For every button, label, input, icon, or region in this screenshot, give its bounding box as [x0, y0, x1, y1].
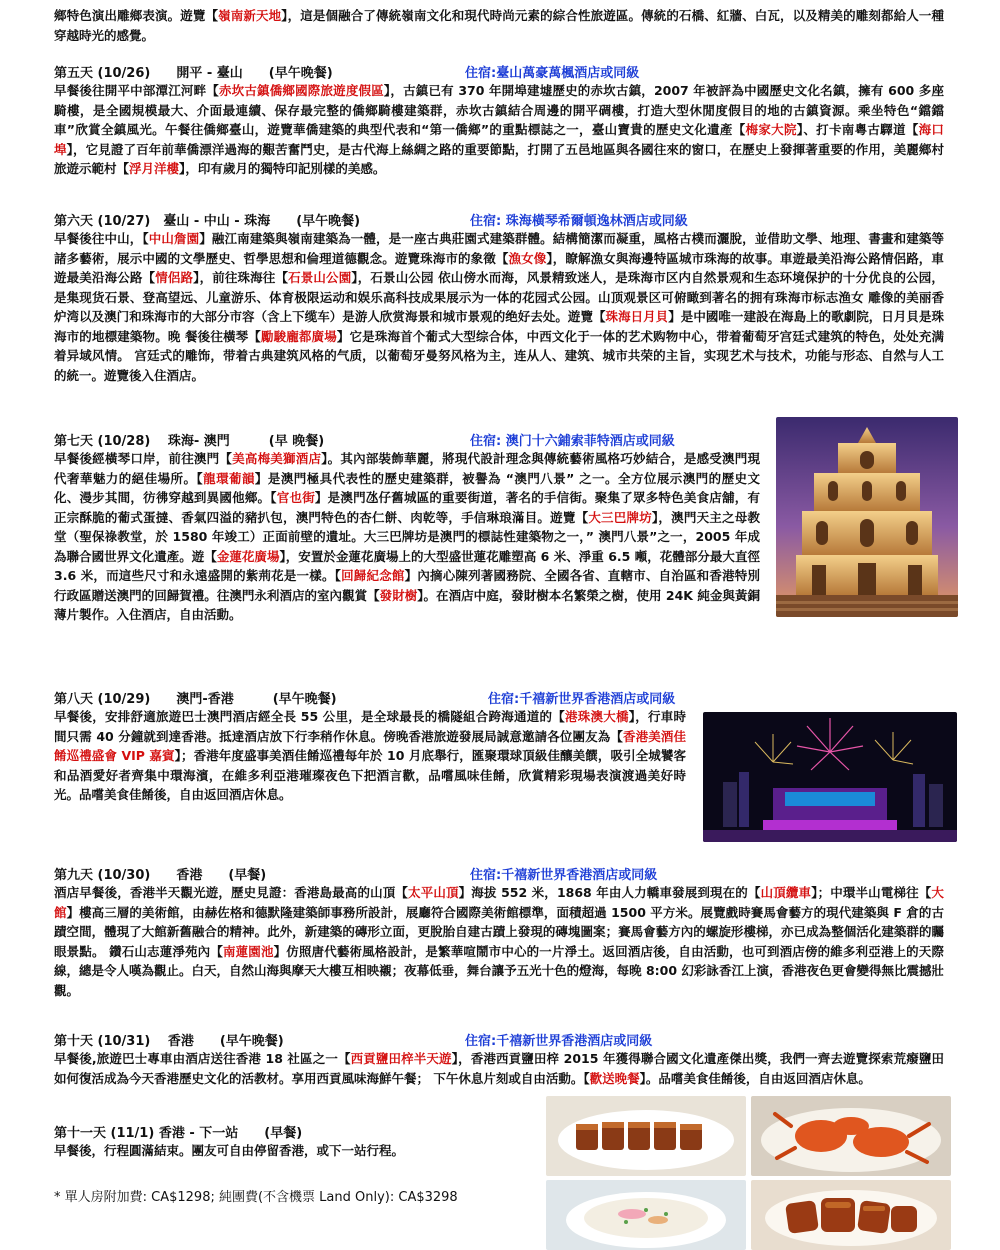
paragraph-text: 早餐後往中山，	[54, 231, 143, 246]
highlight-lingnan: 嶺南新天地	[218, 8, 282, 23]
paragraph-text: ，行車時間只需 40 分鐘就到達香港。抵達酒店放下行李稍作休息。傍晚香港旅遊發展局誠意邀請各位團友為	[54, 709, 686, 744]
paragraph-text: 早餐後,旅遊巴士專車由酒店送往香港 18 社區之一	[54, 1051, 338, 1066]
highlight-attraction: 官也街	[276, 490, 315, 505]
paragraph-text: 是中國唯一建設在海島上的歌劇院，日月貝是珠海市的地標建築物。晚 餐後往橫琴	[54, 309, 944, 344]
highlight-attraction: 中山詹園	[148, 231, 200, 246]
day9-hotel: 住宿:千禧新世界香港酒店或同級	[470, 868, 658, 883]
highlight-attraction: 珠海日月貝	[605, 309, 669, 324]
highlight-attraction: 龍環葡韻	[203, 470, 255, 486]
highlight-attraction: 赤坎古鎮僑鄉國際旅遊度假區	[218, 83, 384, 98]
highlight-attraction: 大三巴牌坊	[588, 509, 652, 525]
highlight-attraction: 港珠澳大橋	[564, 709, 629, 724]
highlight-attraction: 山頂纜車	[760, 885, 812, 900]
highlight-attraction: 漁女像	[508, 250, 547, 266]
paragraph-text: ，印有歲月的獨特印記別樣的美感。	[185, 161, 386, 176]
paragraph-text: 早餐後，行程圓滿結束。團友可自由停留香港，或下一站行程。	[54, 1143, 405, 1158]
price-note: * 單人房附加費: CA$1298; 純團費(不含機票 Land Only): CA$3298	[54, 1190, 458, 1205]
paragraph-text: 。其內部裝飾華麗，將現代設計理念與傳統藝術風格巧妙結合，是感受澳門現代奢華魅力的絕佳場所。	[54, 451, 760, 486]
roast-pork-photo	[751, 1180, 951, 1250]
highlight-attraction: 南蓮園池	[222, 943, 274, 959]
day6-header: 第六天 (10/27) 臺山 - 中山 - 珠海 (早午晚餐)	[54, 214, 361, 229]
day7-hotel: 住宿: 澳门十六鋪索菲特酒店或同級	[470, 434, 675, 449]
day6-paragraph: 早餐後往中山，【中山詹園】融江南建築與嶺南建築為一體，是一座古典莊園式建築群體。結構簡潔而凝重，風格古樸而灑脫，並借助文學、地理、書畫和建築等諸多藝術，展示中國的文學歷史、哲學思想和倫理道德觀念。遊覽珠海市的象徵【漁女像】，瞭解漁女與海邊特區城市珠海的故事。車遊最美沿海公路情侶路，車遊最美沿海公路【情侶路】，前往珠海往【石景山公園】，石景山公园 依山傍水而海，风景精致迷人，是珠海市区内自然景观和生态环境保护的十分优良的公园，是集现货石景、登高望远、儿童游乐、体育极限运动和娱乐高科技成果展示为一体的花园式公园。山顶观景区可俯瞰到著名的拥有珠海市标志渔女 雕像的美丽香炉湾以及澳门和珠海市的大部分市容（含上下缆车）是游人欣赏海景和城市景观的绝好去处。遊覽【珠海日月貝】是中國唯一建設在海島上的歌劇院，日月貝是珠海市的地標建築物。晚 餐後往橫琴【勵駿龐都廣場】它是珠海首个葡式大型综合体，中西文化于一体的艺术购物中心，带着葡萄牙宫廷式建筑的特色，处处充满着异域风情。 宫廷式的雕饰，带着古典建筑风格的气质，以葡萄牙曼努风格为主，连从人、建筑、城市共荣的主旨，实现艺术与技术，功能与形态、自然与人工的統一。遊覽後入住酒店。	[54, 231, 944, 383]
paragraph-text: 海拔 552 米，1868 年由人力轎車發展到現在的	[471, 885, 748, 900]
day7-header: 第七天 (10/28) 珠海- 澳門 (早 晚餐)	[54, 434, 325, 449]
paragraph-text: 早餐後往開平中部潭江河畔	[54, 83, 207, 98]
day7-paragraph: 早餐後經橫琴口岸，前往澳門【美高梅美獅酒店】。其內部裝飾華麗，將現代設計理念與傳統藝術風格巧妙結合，是感受澳門現代奢華魅力的絕佳場所。【龍環葡韻】是澳門極具代表性的歷史建築群，被譽為 “澳門八景” 之一。全方位展示澳門的歷史文化、漫步其間，彷彿穿越到異國他鄉。【官也街】是澳門氹仔舊城區的重要街道，著名的手信街。聚集了眾多特色美食店舖，有正宗酥脆的葡式蛋撻、香氣四溢的豬扒包，澳門特色的杏仁餅、肉乾等，手信琳琅滿目。遊覽【大三巴牌坊】，澳門天主之母教堂（聖保祿教堂，於 1580 年竣工）正面前壁的遺址。大三巴牌坊是澳門的標誌性建築物之一，” 澳門八景”之一，2005 年成為聯合國世界文化遺產。遊【金蓮花廣場】，安置於金蓮花廣場上的大型盛世蓮花雕塑高 6 米、淨重 6.5 噸，花體部分最大直徑 3.6 米，而這些尺寸和永遠盛開的紫荊花是一樣。【回歸紀念館】內摘心陳列著國務院、全國各省、直轄市、自治區和香港特別行政區贈送澳門的回歸賀禮。往澳門永利酒店的室內觀賞【發財樹】。在酒店中庭，發財樹本名繁榮之樹，使用 24K 純金與黃銅薄片製作。入住酒店，自由活動。	[54, 451, 760, 622]
day10-paragraph: 早餐後,旅遊巴士專車由酒店送往香港 18 社區之一【西貢鹽田梓半天遊】，香港西貢鹽田梓 2015 年獲得聯合國文化遺產傑出獎，我們一齊去遊覽探索荒癈鹽田如何復活成為今天香港歷史文化的活教材。享用西貢風味海鮮午餐； 下午休息片刻或自由活動。【歡送晚餐】。品嚐美食佳餚後，自由返回酒店休息。	[54, 1051, 944, 1086]
paragraph-text: 早餐後經橫琴口岸，前往澳門	[54, 451, 220, 466]
day9-header: 第九天 (10/30) 香港 (早餐)	[54, 868, 267, 883]
roast-goose-photo	[546, 1096, 746, 1176]
highlight-attraction: 勵駿龐都廣場	[260, 328, 337, 344]
wine-dine-festival-photo	[703, 712, 957, 842]
paragraph-text: 、打卡南粵古驛道	[803, 122, 906, 137]
day10-header: 第十天 (10/31) 香港 (早午晚餐)	[54, 1034, 284, 1049]
paragraph-text: 融江南建築與嶺南建築為一體，是一座古典莊園式建築群體。結構簡潔而凝重，風格古樸而灑脫，並借助文學、地理、書畫和建築等諸多藝術，展示中國的文學歷史、哲學思想和倫理道德觀念。遊覽珠海市的象徵	[54, 231, 944, 266]
roast-pork-illustration	[751, 1180, 951, 1250]
paragraph-text: 是澳門氹仔舊城區的重要街道，著名的手信街。聚集了眾多特色美食店舖，有正宗酥脆的葡式蛋撻、香氣四溢的豬扒包，澳門特色的杏仁餅、肉乾等，手信琳琅滿目。遊覽	[54, 490, 760, 525]
day9-paragraph: 酒店早餐後，香港半天觀光遊，歷史見證：香港島最高的山頂【太平山頂】海拔 552 米，1868 年由人力轎車發展到現在的【山頂纜車】；中環半山電梯往【大館】樓高三層的美術館，由赫佐格和德默隆建築師事務所設計，展廳符合國際美術館標準，面積超過 1500 平方米。展覽戲時賽馬會藝方的現代建築與 F 倉的古蹟空間，體現了大館新舊融合的精神。此外，新建築的磚形立面，更脫胎自建古蹟上發現的磚塊圖案；賽馬會藝方內的螺旋形樓梯，亦已成為整個活化建築群的矚眼景點。 鑽石山志蓮淨苑內【南蓮園池】仿照唐代藝術風格設計，是繁華喧鬧市中心的一片淨土。返回酒店後，自由活動，也可到酒店傍的維多利亞港上的天際線，總是令人嘆為觀止。白天，自然山海與摩天大樓互相映襯；夜幕低垂，舞台讓予五光十色的燈海，每晚 8:00 幻彩詠香江上演，香港夜色更會變得無比震撼壯觀。	[54, 885, 944, 998]
intro-paragraph: 鄉特色演出雕鄉表演。遊覽【嶺南新天地】，這是個融合了傳統嶺南文化和現代時尚元素的綜合性旅遊區。傳統的石橋、紅牆、白瓦，以及精美的雕刻都給人一種穿越時光的感覺。	[54, 8, 944, 43]
paragraph-text: ；中環半山電梯往	[817, 885, 919, 900]
highlight-attraction: 歡送晚餐	[589, 1070, 640, 1086]
highlight-attraction: 浮月洋樓	[129, 161, 180, 176]
highlight-attraction: 梅家大院	[745, 122, 797, 137]
day11-header: 第十一天 (11/1) 香港 - 下一站 (早餐)	[54, 1126, 303, 1141]
paragraph-text: ，澳門天主之母教堂（聖保祿教堂，於 1580 年竣工）正面前壁的遺址。大三巴牌坊是澳門的標誌性建築物之一，” 澳門八景”之一，2005 年成為聯合國世界文化遺產。遊	[54, 509, 760, 564]
paragraph-text: ，古鎮已有 370 年開埠建墟歷史的赤坎古鎮，2007 年被評為中國歷史文化名鎮，擁有 600 多座騎樓，是全國規模最大、介面最連續、保存最完整的僑鄉騎樓建築群，赤坎古鎮結合周邊的開平碉樓，打造大型休閒度假目的地的古鎮資源。乘坐特色“鐺鐺車”欣賞全鎮風光。午餐往僑鄉臺山，遊覽華僑建築的典型代表和“第一僑鄉”的重點標誌之一，臺山寶貴的歷史文化遺產	[54, 83, 944, 137]
congee-photo	[546, 1180, 746, 1250]
paragraph-text: 是澳門極具代表性的歷史建築群，被譽為 “澳門八景” 之一。全方位展示澳門的歷史文化、漫步其間，彷彿穿越到異國他鄉。	[54, 470, 760, 505]
paragraph-text: ，瞭解漁女與海邊特區城市珠海的故事。車遊最美沿海公路情侶路，車遊最美沿海公路	[54, 250, 944, 285]
day11-paragraph	[54, 1141, 534, 1161]
highlight-attraction: 太平山頂	[408, 885, 459, 900]
paragraph-text: ，它見證了百年前華僑漂洋過海的艱苦奮鬥史，是古代海上絲綢之路的重要節點，打開了五邑地區與各國往來的窗口，在歷史上發揮著重要的作用，美麗鄉村旅遊示範村	[54, 141, 944, 176]
highlight-attraction: 美高梅美獅酒店	[232, 451, 322, 466]
paragraph-text: 它是珠海首个葡式大型综合体，中西文化于一体的艺术购物中心，带着葡萄牙宫廷式建筑的特色，处处充满着异域风情。 宫廷式的雕饰，带着古典建筑风格的气质，以葡萄牙曼努风格为主，连从人、建筑、城市共荣的主旨，实现艺术与技术，功能与形态、自然与人工的統一。遊覽後入住酒店。	[54, 328, 944, 383]
paragraph-text: ，石景山公园 依山傍水而海，风景精致迷人，是珠海市区内自然景观和生态环境保护的十分优良的公园，是集现货石景、登高望远、儿童游乐、体育极限运动和娱乐高科技成果展示为一体的花园式公园。山顶观景区可俯瞰到著名的拥有珠海市标志渔女 雕像的美丽香炉湾以及澳门和珠海市的大部分市容（含上下缆车）是游人欣赏海景和城市景观的绝好去处。遊覽	[54, 270, 944, 324]
day8-header: 第八天 (10/29) 澳門-香港 (早午晚餐)	[54, 692, 337, 707]
paragraph-text: 。品嚐美食佳餚後，自由返回酒店休息。	[645, 1070, 871, 1086]
paragraph-text: 。在酒店中庭，發財樹本名繁榮之樹，使用 24K 純金與黃銅薄片製作。入住酒店，自由活動。	[54, 587, 760, 622]
crab-photo	[751, 1096, 951, 1176]
paragraph-text: 仿照唐代藝術風格設計，是繁華喧鬧市中心的一片淨土。返回酒店後，自由活動，也可到酒店傍的維多利亞港上的天際線，總是令人嘆為觀止。白天，自然山海與摩天大樓互相映襯；夜幕低垂，舞台讓予五光十色的燈海，每晚 8:00 幻彩詠香江上演，香港夜色更會變得無比震撼壯觀。	[54, 943, 944, 998]
day6-hotel: 住宿: 珠海橫琴希爾頓逸林酒店或同級	[470, 214, 688, 229]
highlight-attraction: 回歸紀念館	[341, 568, 405, 583]
church-illustration	[776, 417, 958, 617]
highlight-attraction: 金蓮花廣場	[216, 548, 280, 564]
paragraph-text: ，香港西貢鹽田梓 2015 年獲得聯合國文化遺產傑出獎，我們一齊去遊覽探索荒癈鹽田如何復活成為今天香港歷史文化的活教材。享用西貢風味海鮮午餐； 下午休息片刻或自由活動。	[54, 1051, 944, 1086]
day5-paragraph: 早餐後往開平中部潭江河畔【赤坎古鎮僑鄉國際旅遊度假區】，古鎮已有 370 年開埠建墟歷史的赤坎古鎮，2007 年被評為中國歷史文化名鎮，擁有 600 多座騎樓，是全國規模最大、介面最連續、保存最完整的僑鄉騎樓建築群，赤坎古鎮結合周邊的開平碉樓，打造大型休閒度假目的地的古鎮資源。乘坐特色“鐺鐺車”欣賞全鎮風光。午餐往僑鄉臺山，遊覽華僑建築的典型代表和“第一僑鄉”的重點標誌之一，臺山寶貴的歷史文化遺產【梅家大院】、打卡南粵古驛道【海口埠】，它見證了百年前華僑漂洋過海的艱苦奮鬥史，是古代海上絲綢之路的重要節點，打開了五邑地區與各國往來的窗口，在歷史上發揮著重要的作用，美麗鄉村旅遊示範村【浮月洋樓】，印有歲月的獨特印記別樣的美感。	[54, 83, 944, 176]
highlight-attraction: 香港美酒佳餚巡禮盛會 VIP 嘉賓	[54, 728, 686, 763]
day5-hotel: 住宿:臺山萬豪萬楓酒店或同級	[465, 66, 640, 81]
day8-paragraph: 早餐後，安排舒適旅遊巴士澳門酒店經全長 55 公里，是全球最長的橋隧組合跨海通道的【港珠澳大橋】，行車時間只需 40 分鐘就到達香港。抵達酒店放下行李稍作休息。傍晚香港旅遊發展局誠意邀請各位團友為【香港美酒佳餚巡禮盛會 VIP 嘉賓】；香港年度盛事美酒佳餚巡禮每年於 10 月底舉行，匯聚環球頂級佳釀美饌，吸引全城饕客和品酒愛好者齊集中環海濱，在維多利亞港璀璨夜色下把酒言歡，品嚐風味佳餚，欣賞精彩現場表演渡過美好時光。品嚐美食佳餚後，自由返回酒店休息。	[54, 709, 686, 802]
crab-illustration	[751, 1096, 951, 1176]
roast-goose-illustration	[546, 1096, 746, 1176]
paragraph-text: ，安置於金蓮花廣場上的大型盛世蓮花雕塑高 6 米、淨重 6.5 噸，花體部分最大直徑 3.6 米，而這些尺寸和永遠盛開的紫荊花是一樣。	[54, 548, 760, 583]
highlight-attraction: 石景山公園	[288, 270, 352, 285]
congee-illustration	[546, 1180, 746, 1250]
day8-hotel: 住宿:千禧新世界香港酒店或同級	[488, 692, 676, 707]
festival-illustration	[703, 712, 957, 842]
day5-header: 第五天 (10/26) 開平 - 臺山 (早午晚餐)	[54, 66, 333, 81]
highlight-attraction: 發財樹	[379, 587, 418, 603]
paragraph-text: 酒店早餐後，香港半天觀光遊，歷史見證：香港島最高的山頂	[54, 885, 396, 900]
highlight-attraction: 大館	[54, 885, 944, 920]
highlight-attraction: 西貢鹽田梓半天遊	[350, 1051, 452, 1066]
ruins-of-st-paul-photo	[776, 417, 958, 617]
paragraph-text: 早餐後，安排舒適旅遊巴士澳門酒店經全長 55 公里，是全球最長的橋隧組合跨海通道的	[54, 709, 553, 724]
highlight-attraction: 情侶路	[155, 270, 194, 285]
paragraph-text: ；香港年度盛事美酒佳餚巡禮每年於 10 月底舉行，匯聚環球頂級佳釀美饌，吸引全城饕客和品酒愛好者齊集中環海濱，在維多利亞港璀璨夜色下把酒言歡，品嚐風味佳餚，欣賞精彩現場表演渡過美好時光。品嚐美食佳餚後，自由返回酒店休息。	[54, 748, 686, 802]
paragraph-text: ，前往珠海往	[199, 270, 276, 285]
paragraph-text: 內摘心陳列著國務院、全國各省、直轄市、自治區和香港特別行政區贈送澳門的回歸賀禮。往澳門永利酒店的室內觀賞	[54, 568, 760, 603]
highlight-attraction: 海口埠	[54, 122, 944, 157]
paragraph-text: 樓高三層的美術館，由赫佐格和德默隆建築師事務所設計，展廳符合國際美術館標準，面積超過 1500 平方米。展覽戲時賽馬會藝方的現代建築與 F 倉的古蹟空間，體現了大館新舊融合的精神。此外，新建築的磚形立面，更脫胎自建古蹟上發現的磚塊圖案；賽馬會藝方內的螺旋形樓梯，亦已成為整個活化建築群的矚眼景點。 鑽石山志蓮淨苑內	[54, 904, 944, 959]
day10-hotel: 住宿:千禧新世界香港酒店或同級	[465, 1034, 653, 1049]
